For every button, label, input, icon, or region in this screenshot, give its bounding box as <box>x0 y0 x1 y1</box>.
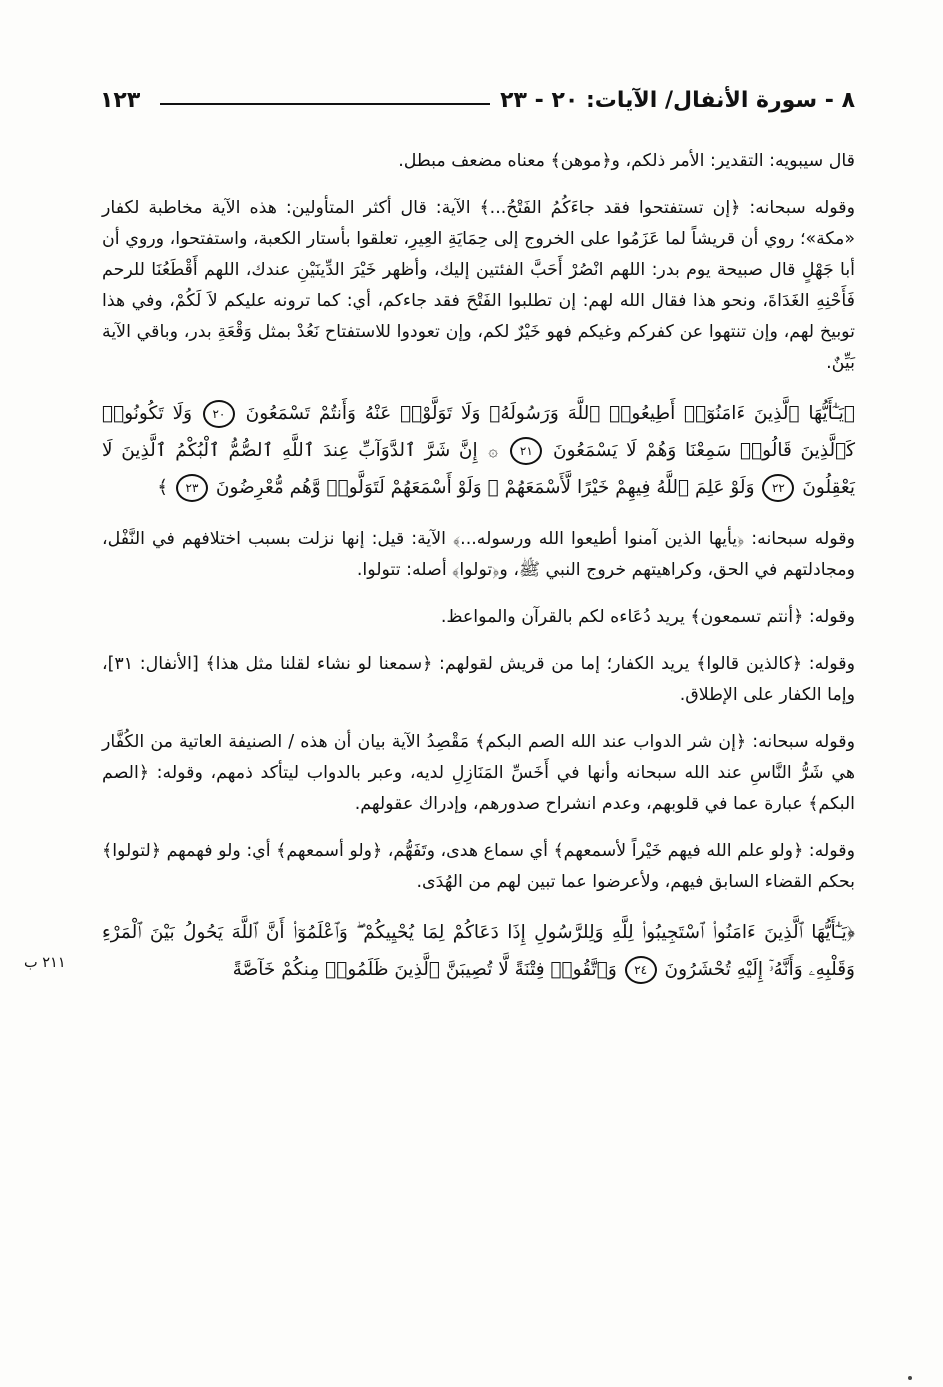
page-number: ١٢٣ <box>100 88 150 113</box>
page-body <box>102 146 855 1006</box>
ayah-number-marker: ٢٢ <box>762 474 794 502</box>
quran-text: وَلَوْ عَلِمَ ٱللَّهُ فِيهِمْ خَيْرًا لَّأَسْمَعَهُمْ ۖ وَلَوْ أَسْمَعَهُمْ لَتَوَلَّوا۟ وَّهُم مُّعْرِضُونَ <box>215 477 755 498</box>
manuscript-folio-note: ٢١١ ب <box>24 955 66 971</box>
quran-text: وَلَا تَكُونُوا۟ كَٱلَّذِينَ قَالُوا۟ سَمِعْنَا وَهُمْ لَا يَسْمَعُونَ <box>102 403 856 461</box>
paragraph-kalladhina: وقوله: ﴿كالذين قالوا﴾ يريد الكفار؛ إما من قريش لقولهم: ﴿سمعنا لو نشاء لقلنا مثل هذا﴾ [الأنفال: ٣١]، وإما الكفار على الإطلاق. <box>102 654 855 705</box>
ayah-number-marker: ٢٠ <box>203 400 235 428</box>
ayah-number-marker: ٢٣ <box>176 474 208 502</box>
quran-text: إِنَّ شَرَّ ٱلدَّوَآبِّ عِندَ ٱللَّهِ ٱلصُّمُّ ٱلْبُكْمُ ٱلَّذِينَ لَا يَعْقِلُونَ <box>102 440 855 498</box>
quran-text: ﴿يَـٰٓأَيُّهَا ٱلَّذِينَ ءَامَنُوا۟ ٱسْتَجِيبُوا۟ لِلَّهِ وَلِلرَّسُولِ إِذَا دَعَاكُمْ لِمَا يُحْيِيكُمْ ۖ وَٱعْلَمُوٓا۟ أَنَّ ٱللَّهَ يَحُولُ بَيْنَ ٱلْمَرْءِ وَقَلْبِهِۦ وَأَنَّهُۥٓ إِلَيْهِ تُحْشَرُونَ <box>102 922 855 980</box>
quran-close-bracket: ﴾ <box>157 477 169 498</box>
page-header <box>100 88 855 124</box>
quran-block-20-23 <box>102 395 855 506</box>
paragraph-sibawayh: قال سيبويه: التقدير: الأمر ذلكم، و﴿موهن﴾ معناه مضعف مبطل. <box>398 151 855 171</box>
paragraph-atiu: وقوله سبحانه: ﴿يأيها الذين آمنوا أطيعوا الله ورسوله...﴾ الآية: قيل: إنها نزلت بسبب اختلافهم في النَّفْل، ومجادلتهم في الحق، وكراهيتهم خروج النبي ﷺ، و﴿تولوا﴾ أصله: تتولوا. <box>102 529 855 580</box>
quran-text: وَٱتَّقُوا۟ فِتْنَةً لَّا تُصِيبَنَّ ٱلَّذِينَ ظَلَمُوا۟ مِنكُمْ خَآصَّةً <box>232 959 617 980</box>
running-title: ٨ - سورة الأنفال/ الآيات: ٢٠ - ٢٣ <box>490 88 855 113</box>
header-rule <box>160 103 515 105</box>
quran-text: ﴿يَـٰٓأَيُّهَا ٱلَّذِينَ ءَامَنُوٓا۟ أَطِيعُوا۟ ٱللَّهَ وَرَسُولَهُۥ وَلَا تَوَلَّوْا۟ عَنْهُ وَأَنتُمْ تَسْمَعُونَ <box>245 403 855 424</box>
rub-el-hizb-mark: ۞ <box>488 441 498 460</box>
paragraph-tasmaun: وقوله: ﴿أنتم تسمعون﴾ يريد دُعَاءه لكم بالقرآن والمواعظ. <box>440 607 855 627</box>
quran-block-24-25 <box>102 914 855 988</box>
paragraph-istiftah: وقوله سبحانه: ﴿إن تستفتحوا فقد جاءَكُمُ الفَتْحُ...﴾ الآية: قال أكثر المتأولين: هذه الآية مخاطبة لكفار «مكة»؛ روي أن قريشاً لما عَزَمُوا على الخروج إلى حِمَايَةِ العِيرِ، تعلقوا بأستار الكعبة، واستفتحوا، وروي أن أبا جَهْلٍ قال صبيحة يوم بدر: اللهم انْصُرْ أَحَبَّ الفئتين إليك، وأظهر خَيْرَ الدِّينَيْنِ عندك، اللهم أَقْطَعُنَا للرحم فَأَحْنِهِ الغَدَاةَ، ونحو هذا فقال الله لهم: إن تطلبوا الفَتْحَ فقد جاءكم، أي: كما ترونه عليكم لاَ لَكُمْ، وفي هذا توبيخ لهم، وإن تنتهوا عن كفركم وغيكم فهو خَيْرٌ لكم، وإن تعودوا للاستفتاح نَعُدْ بمثل وَقْعَةِ بدر، وباقي الآية بَيِّنٌ. <box>102 198 855 373</box>
ayah-number-marker: ٢١ <box>510 437 542 465</box>
ayah-number-marker: ٢٤ <box>625 956 657 984</box>
paragraph-law-alima: وقوله: ﴿ولو علم الله فيهم خَيْراً لأسمعهم﴾ أي سماع هدى، وتَفَهُّم، ﴿ولو أسمعهم﴾ أي: ولو فهمهم ﴿لتولوا﴾ بحكم القضاء السابق فيهم، ولأعرضوا عما تبين لهم من الهُدَى. <box>102 841 855 892</box>
scan-speck <box>908 1376 912 1380</box>
paragraph-sharr-addawab: وقوله سبحانه: ﴿إن شر الدواب عند الله الصم البكم﴾ مَقْصِدُ الآية بيان أن هذه / الصنيفة العاتية من الكُفَّار هي شَرُّ النَّاسِ عند الله سبحانه وأنها في أَخَسِّ المَنَازِلِ لديه، وعبر بالدواب ليتأكد ذمهم، وقوله: ﴿الصم البكم﴾ عبارة عما في قلوبهم، وعدم انشراح صدورهم، وإدراك عقولهم. <box>102 732 855 814</box>
